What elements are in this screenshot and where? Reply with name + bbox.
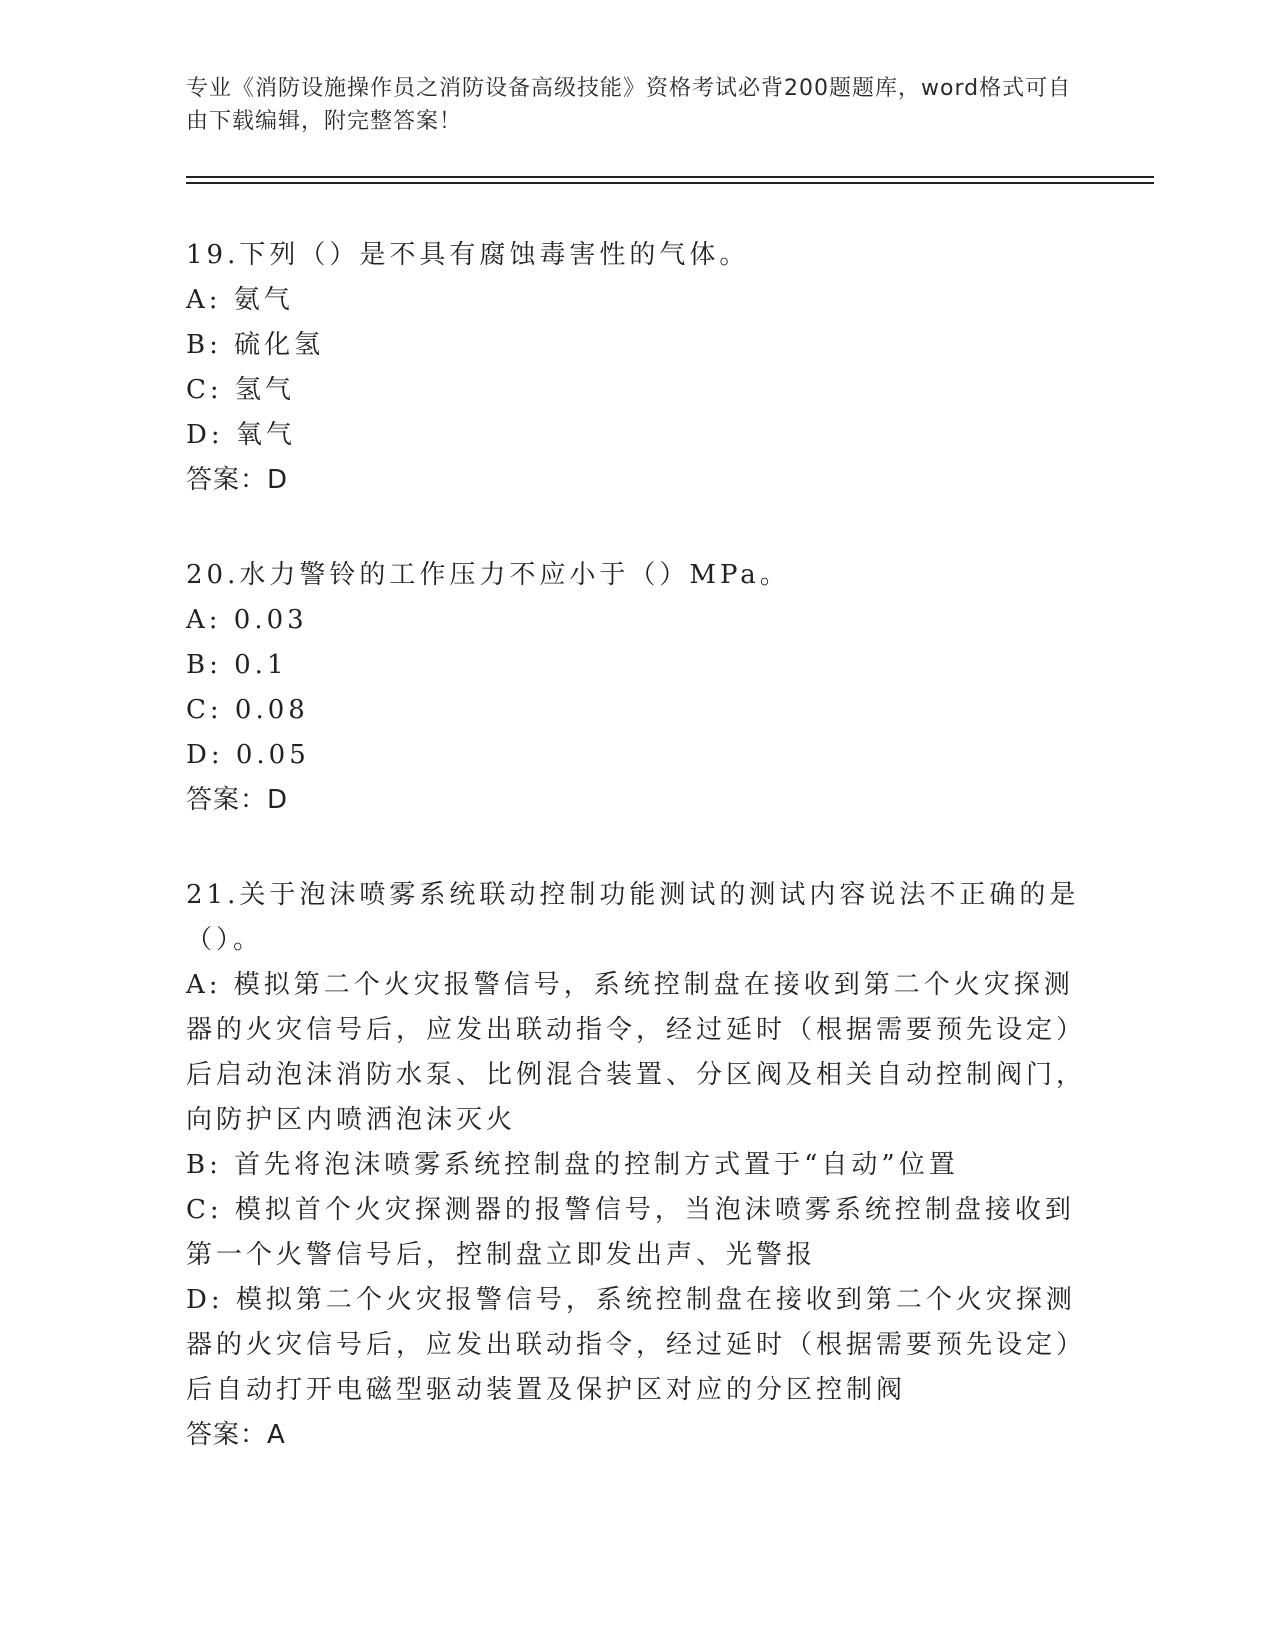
- option-b: B: 硫化氢: [186, 330, 325, 360]
- document-header: 专业《消防设施操作员之消防设备高级技能》资格考试必背200题题库，word格式可自由下载编辑，附完整答案！: [186, 76, 1072, 134]
- question-stem: 21.关于泡沫喷雾系统联动控制功能测试的测试内容说法不正确的是（）。: [186, 880, 1080, 955]
- option-b: B: 首先将泡沫喷雾系统控制盘的控制方式置于“自动”位置: [186, 1150, 959, 1180]
- answer: 答案：D: [186, 785, 289, 815]
- question-20: [186, 553, 1086, 823]
- answer: 答案：A: [186, 1420, 286, 1450]
- option-c: C: 氢气: [186, 375, 295, 405]
- option-d: D: 0.05: [186, 740, 310, 770]
- option-b: B: 0.1: [186, 650, 288, 680]
- question-21: [186, 873, 1086, 1458]
- option-a: A: 模拟第二个火灾报警信号，系统控制盘在接收到第二个火灾探测器的火灾信号后，应发出联动指令，经过延时（根据需要预先设定）后启动泡沫消防水泵、比例混合装置、分区阀及相关自动控制阀门，向防护区内喷洒泡沫灭火: [186, 970, 1087, 1135]
- option-a: A: 0.03: [186, 605, 308, 635]
- option-a: A: 氨气: [186, 285, 294, 315]
- option-c: C: 模拟首个火灾探测器的报警信号，当泡沫喷雾系统控制盘接收到第一个火警信号后，控制盘立即发出声、光警报: [186, 1195, 1075, 1270]
- answer: 答案：D: [186, 465, 289, 495]
- option-d: D: 模拟第二个火灾报警信号，系统控制盘在接收到第二个火灾探测器的火灾信号后，应发出联动指令，经过延时（根据需要预先设定）后自动打开电磁型驱动装置及保护区对应的分区控制阀: [186, 1285, 1087, 1405]
- question-stem: 19.下列（）是不具有腐蚀毒害性的气体。: [186, 240, 750, 270]
- question-stem: 20.水力警铃的工作压力不应小于（）MPa。: [186, 560, 790, 590]
- header-rule-bottom: [186, 182, 1154, 184]
- question-19: [186, 233, 1086, 503]
- option-c: C: 0.08: [186, 695, 309, 725]
- option-d: D: 氧气: [186, 420, 296, 450]
- header-rule-top: [186, 176, 1154, 178]
